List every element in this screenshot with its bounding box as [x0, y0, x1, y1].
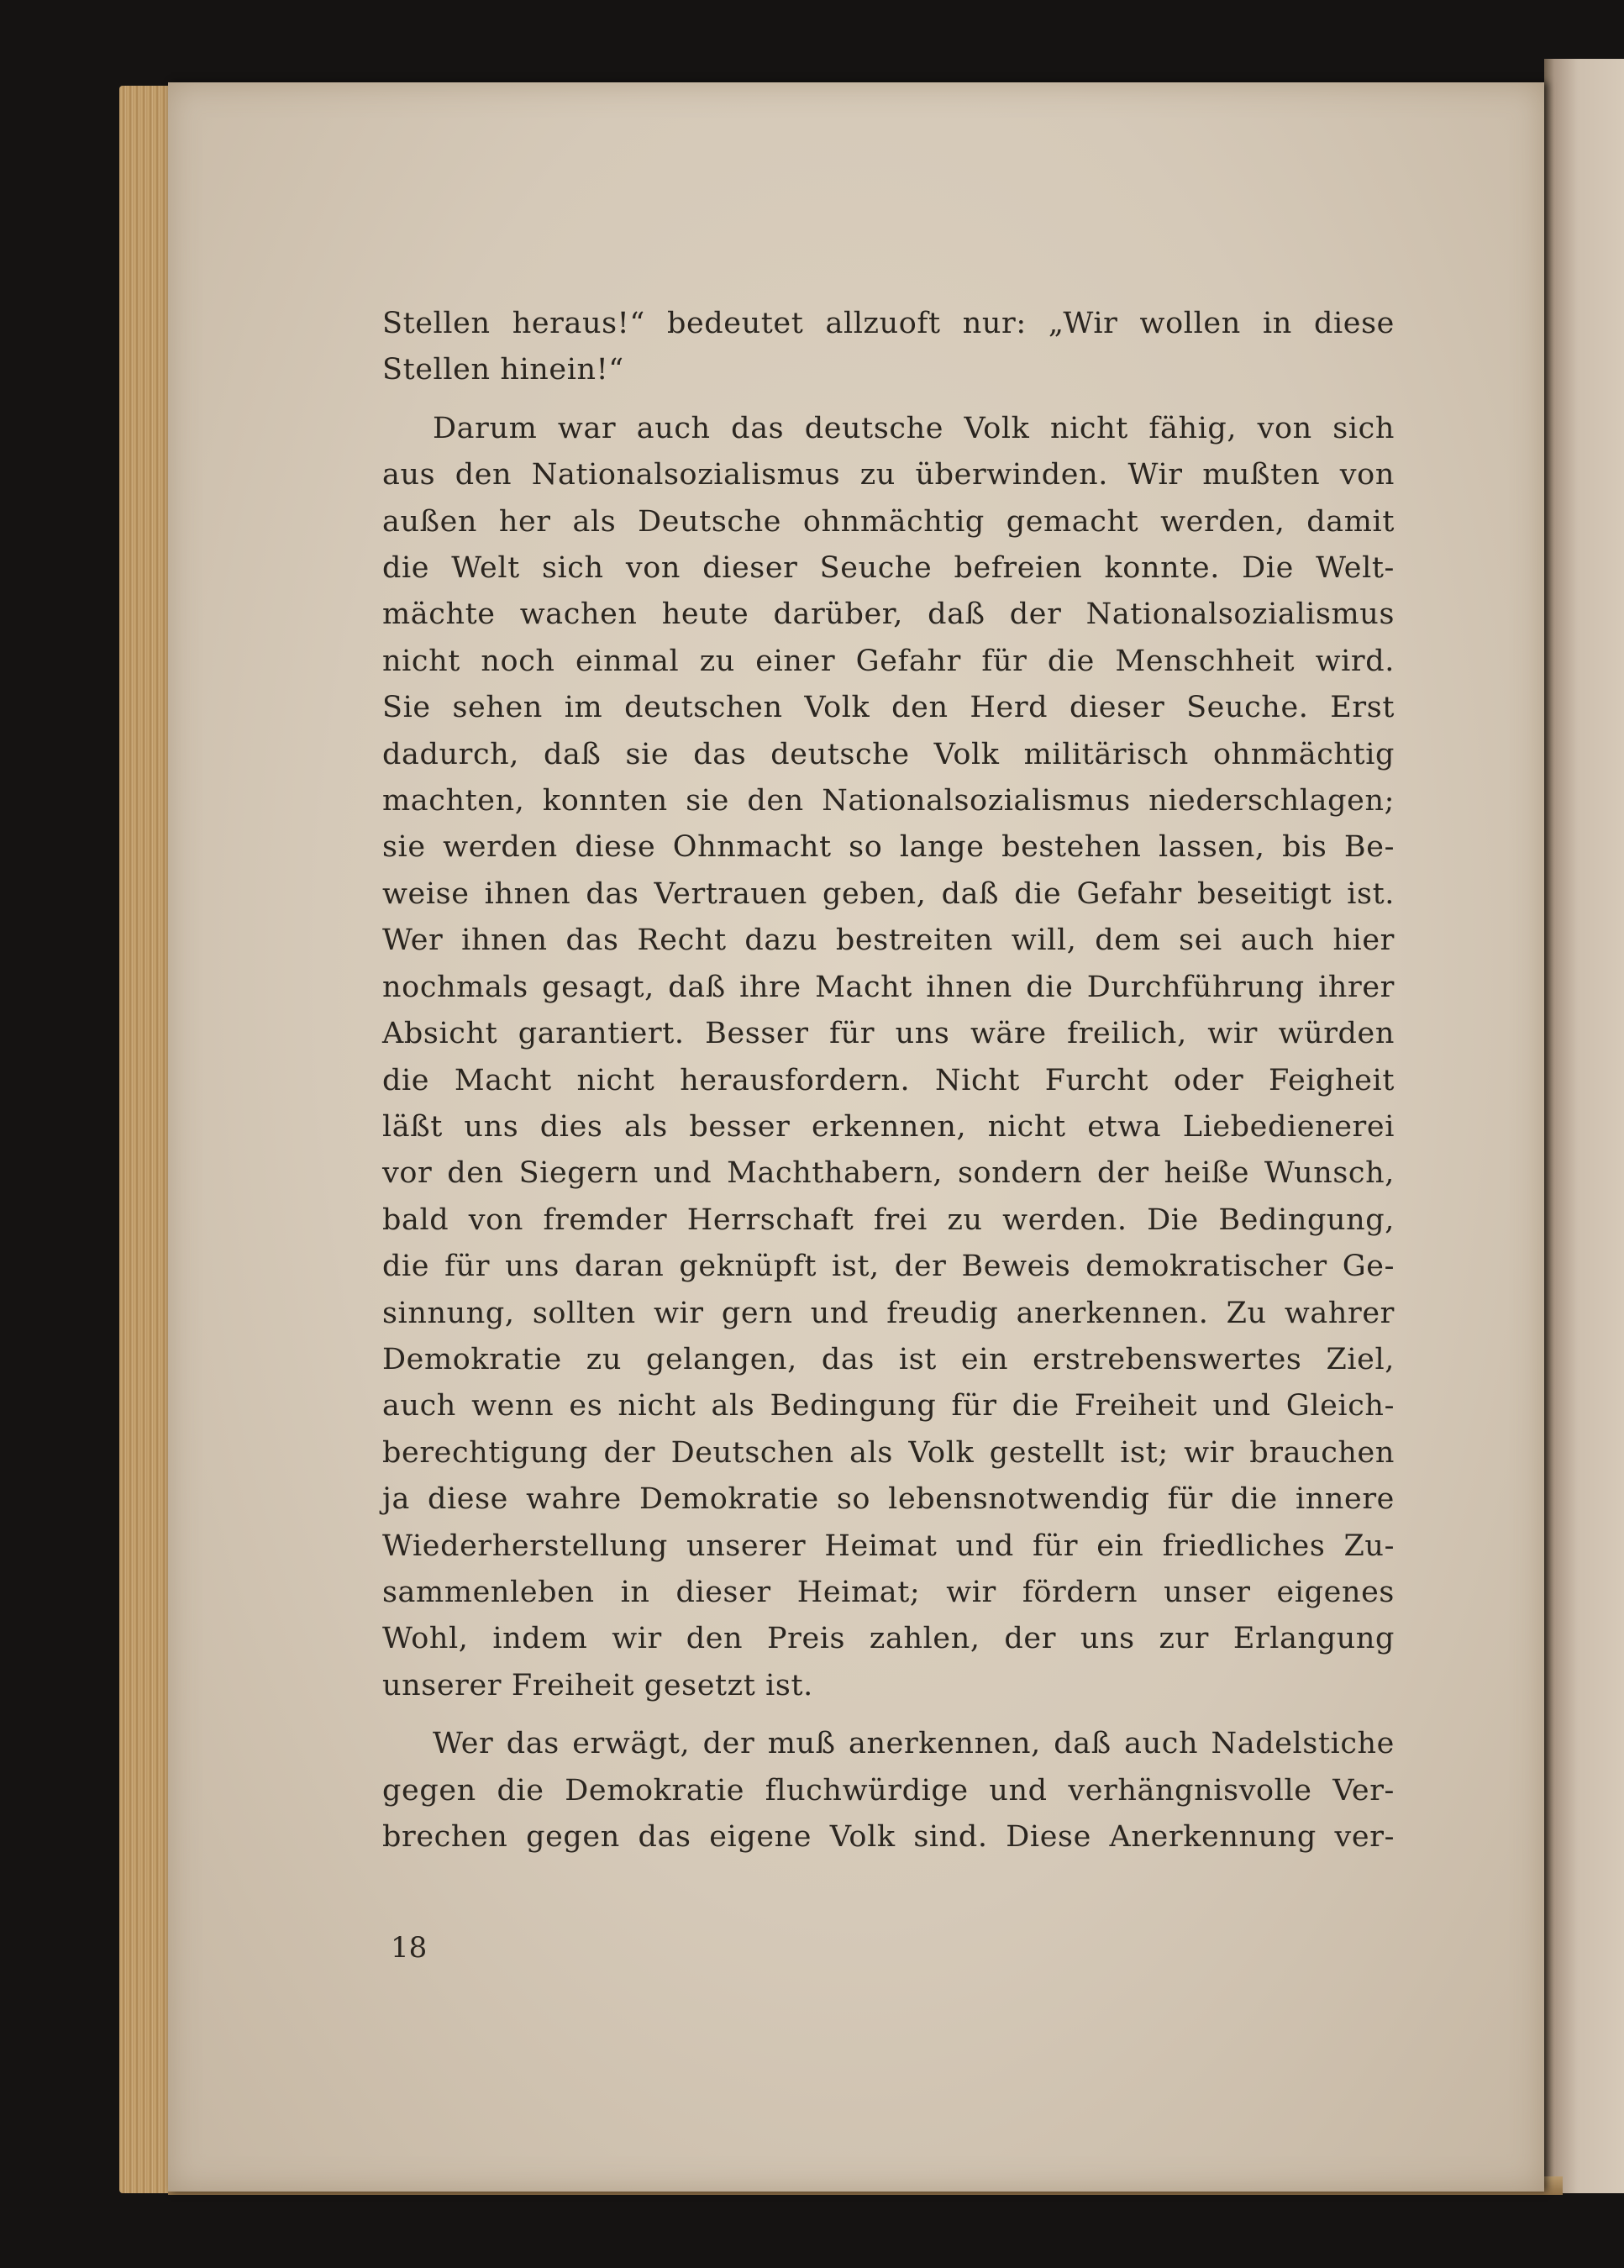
- page-number: 18: [391, 1931, 428, 1965]
- text-line: Wer ihnen das Recht dazu bestreiten will, dem sei auch hier: [382, 924, 1395, 958]
- text-line: Stellen hinein!“: [382, 353, 624, 387]
- text-line: bald von fremder Herrschaft frei zu werden. Die Bedingung,: [382, 1202, 1395, 1237]
- paragraph-1: [382, 301, 1395, 394]
- text-line: die Welt sich von dieser Seuche befreien konnte. Die Welt-: [382, 551, 1395, 586]
- text-line: aus den Nationalsozialismus zu überwinden. Wir mußten von: [382, 458, 1395, 492]
- text-line: nicht noch einmal zu einer Gefahr für die Menschheit wird.: [382, 644, 1395, 678]
- text-line: ja diese wahre Demokratie so lebensnotwendig für die innere: [382, 1482, 1395, 1517]
- text-line: mächte wachen heute darüber, daß der Nationalsozialismus: [382, 597, 1395, 632]
- text-line: Darum war auch das deutsche Volk nicht fähig, von sich: [433, 411, 1395, 445]
- text-line: vor den Siegern und Machthabern, sondern der heiße Wunsch,: [382, 1156, 1395, 1191]
- text-line: berechtigung der Deutschen als Volk gestellt ist; wir brauchen: [382, 1435, 1395, 1470]
- text-line: weise ihnen das Vertrauen geben, daß die Gefahr beseitigt ist.: [382, 876, 1395, 911]
- text-line: außen her als Deutsche ohnmächtig gemacht werden, damit: [382, 504, 1395, 539]
- facing-page-edge: [1544, 59, 1624, 2193]
- paragraph-2: [382, 406, 1395, 1709]
- text-line: Wiederherstellung unserer Heimat und für ein friedliches Zu-: [382, 1529, 1395, 1563]
- text-line: brechen gegen das eigene Volk sind. Diese Anerkennung ver-: [382, 1820, 1395, 1854]
- text-line: nochmals gesagt, daß ihre Macht ihnen die Durchführung ihrer: [382, 970, 1395, 1004]
- text-line: dadurch, daß sie das deutsche Volk militärisch ohnmächtig: [382, 737, 1395, 771]
- text-line: Stellen heraus!“ bedeutet allzuoft nur: „Wir wollen in diese: [382, 307, 1395, 340]
- text-line: Absicht garantiert. Besser für uns wäre freilich, wir würden: [382, 1017, 1395, 1051]
- text-line: gegen die Demokratie fluchwürdige und verhängnisvolle Ver-: [382, 1773, 1395, 1808]
- text-line: Demokratie zu gelangen, das ist ein erstrebenswertes Ziel,: [382, 1342, 1395, 1376]
- text-line: Wohl, indem wir den Preis zahlen, der uns zur Erlangung: [382, 1622, 1395, 1656]
- text-line: sammenleben in dieser Heimat; wir fördern unser eigenes: [382, 1575, 1395, 1609]
- text-line: die Macht nicht herausfordern. Nicht Furcht oder Feigheit: [382, 1063, 1395, 1097]
- body-text: [382, 301, 1395, 1860]
- text-line: auch wenn es nicht als Bedingung für die Freiheit und Gleich-: [382, 1389, 1395, 1423]
- text-line: machten, konnten sie den Nationalsozialismus niederschlagen;: [382, 784, 1395, 818]
- text-line: Sie sehen im deutschen Volk den Herd dieser Seuche. Erst: [382, 691, 1395, 725]
- text-line: läßt uns dies als besser erkennen, nicht etwa Liebedienerei: [382, 1109, 1395, 1144]
- text-line: unserer Freiheit gesetzt ist.: [382, 1668, 813, 1702]
- text-line: sinnung, sollten wir gern und freudig anerkennen. Zu wahrer: [382, 1296, 1395, 1330]
- text-line: sie werden diese Ohnmacht so lange bestehen lassen, bis Be-: [382, 830, 1395, 865]
- text-line: Wer das erwägt, der muß anerkennen, daß auch Nadelstiche: [433, 1727, 1395, 1761]
- text-line: die für uns daran geknüpft ist, der Beweis demokratischer Ge-: [382, 1250, 1395, 1284]
- paragraph-3: [382, 1721, 1395, 1860]
